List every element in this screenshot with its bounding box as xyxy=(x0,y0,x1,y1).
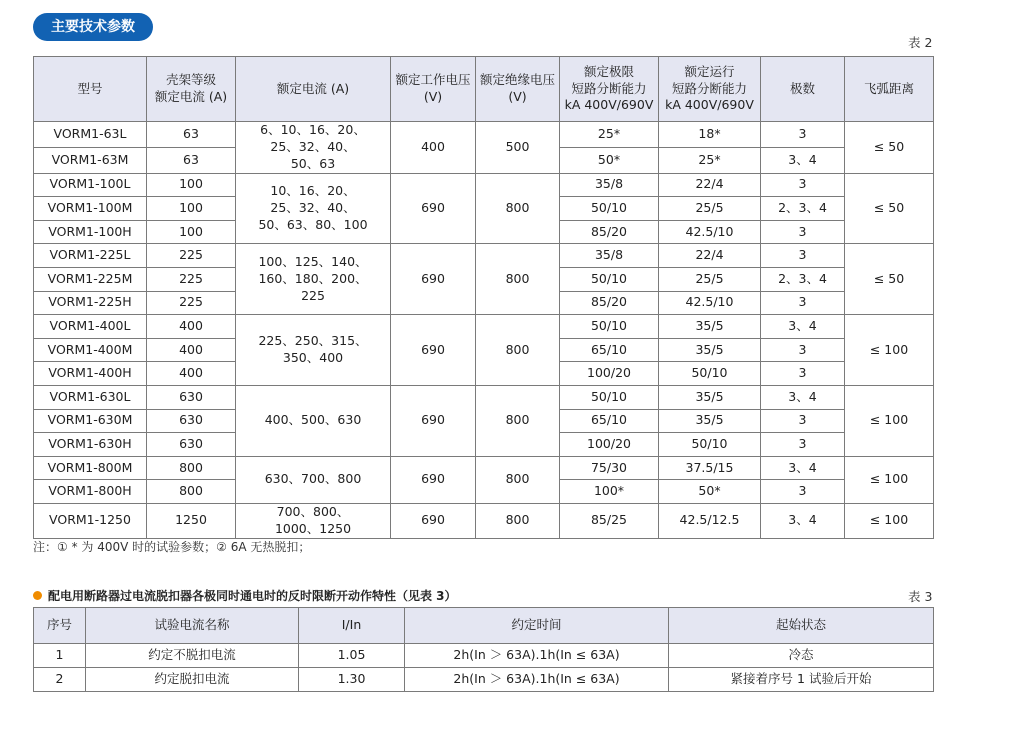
frame-current-cell: 400 xyxy=(147,315,236,339)
ultimate-breaking-capacity-cell: 50/10 xyxy=(560,268,659,292)
service-breaking-capacity-cell: 42.5/10 xyxy=(659,291,761,315)
rated-current-cell: 6、10、16、20、25、32、40、50、63 xyxy=(236,122,391,174)
model-cell: VORM1-100M xyxy=(34,197,147,221)
ultimate-breaking-capacity-cell: 65/10 xyxy=(560,338,659,362)
table-row xyxy=(34,668,934,692)
ultimate-breaking-capacity-cell: 100* xyxy=(560,480,659,504)
insulation-voltage-cell: 800 xyxy=(476,315,560,386)
poles-cell: 3 xyxy=(761,220,845,244)
frame-current-cell: 800 xyxy=(147,456,236,480)
table-row xyxy=(34,456,934,480)
section-title-badge: 主要技术参数 xyxy=(33,13,153,41)
frame-current-cell: 630 xyxy=(147,385,236,409)
ultimate-breaking-capacity-cell: 100/20 xyxy=(560,362,659,386)
poles-cell: 3、4 xyxy=(761,315,845,339)
model-cell: VORM1-400H xyxy=(34,362,147,386)
arc-distance-cell: ≤ 50 xyxy=(845,244,934,315)
ultimate-breaking-capacity-cell: 85/20 xyxy=(560,291,659,315)
table3-cell: 2h(In ＞ 63A).1h(In ≤ 63A) xyxy=(405,644,669,668)
header-text-line: 飞弧距离 xyxy=(863,80,914,96)
arc-distance-cell: ≤ 50 xyxy=(845,122,934,174)
ultimate-breaking-capacity-cell: 50/10 xyxy=(560,197,659,221)
table3-header-cell: 序号 xyxy=(34,608,86,644)
frame-current-cell: 63 xyxy=(147,122,236,148)
table3-header-row xyxy=(34,608,934,644)
poles-cell: 3 xyxy=(761,338,845,362)
table3-header-cell: 试验电流名称 xyxy=(86,608,299,644)
poles-cell: 3 xyxy=(761,433,845,457)
work-voltage-cell: 690 xyxy=(391,173,476,244)
model-cell: VORM1-400M xyxy=(34,338,147,362)
table3-cell: 紧接着序号 1 试验后开始 xyxy=(669,668,934,692)
service-breaking-capacity-cell: 35/5 xyxy=(659,338,761,362)
table2-label: 表 2 xyxy=(908,35,933,50)
model-cell: VORM1-225L xyxy=(34,244,147,268)
frame-current-cell: 630 xyxy=(147,409,236,433)
rated-current-cell: 700、800、1000、1250 xyxy=(236,503,391,538)
service-breaking-capacity-cell: 35/5 xyxy=(659,315,761,339)
service-breaking-capacity-cell: 35/5 xyxy=(659,409,761,433)
arc-distance-cell: ≤ 100 xyxy=(845,456,934,503)
table3-cell: 1.30 xyxy=(299,668,405,692)
header-text-line: 型号 xyxy=(77,80,103,96)
header-text-line: 额定运行 xyxy=(684,63,735,79)
table2-header-cell xyxy=(845,57,934,122)
rated-current-cell: 400、500、630 xyxy=(236,385,391,456)
rated-current-cell: 630、700、800 xyxy=(236,456,391,503)
model-cell: VORM1-1250 xyxy=(34,503,147,538)
poles-cell: 3 xyxy=(761,409,845,433)
header-text-line: 短路分断能力 xyxy=(571,80,647,96)
service-breaking-capacity-cell: 37.5/15 xyxy=(659,456,761,480)
poles-cell: 3 xyxy=(761,362,845,386)
table3-header-cell: 起始状态 xyxy=(669,608,934,644)
arc-distance-cell: ≤ 50 xyxy=(845,173,934,244)
header-text-line: 短路分断能力 xyxy=(671,80,747,96)
table-row xyxy=(34,173,934,197)
frame-current-cell: 800 xyxy=(147,480,236,504)
model-cell: VORM1-800H xyxy=(34,480,147,504)
arc-distance-cell: ≤ 100 xyxy=(845,315,934,386)
ultimate-breaking-capacity-cell: 100/20 xyxy=(560,433,659,457)
poles-cell: 2、3、4 xyxy=(761,197,845,221)
ultimate-breaking-capacity-cell: 35/8 xyxy=(560,244,659,268)
header-text-line: 额定绝缘电压 xyxy=(479,72,555,88)
table3-header-cell: 约定时间 xyxy=(405,608,669,644)
work-voltage-cell: 690 xyxy=(391,503,476,538)
poles-cell: 3 xyxy=(761,480,845,504)
section3-title: 配电用断路器过电流脱扣器各极同时通电时的反时限断开动作特性（见表 3） xyxy=(48,589,457,603)
section3-heading xyxy=(33,587,457,604)
poles-cell: 2、3、4 xyxy=(761,268,845,292)
model-cell: VORM1-630H xyxy=(34,433,147,457)
poles-cell: 3、4 xyxy=(761,147,845,173)
ultimate-breaking-capacity-cell: 50/10 xyxy=(560,315,659,339)
frame-current-cell: 100 xyxy=(147,220,236,244)
table2-header-cell xyxy=(391,57,476,122)
work-voltage-cell: 690 xyxy=(391,385,476,456)
poles-cell: 3、4 xyxy=(761,456,845,480)
ultimate-breaking-capacity-cell: 25* xyxy=(560,122,659,148)
service-breaking-capacity-cell: 50/10 xyxy=(659,433,761,457)
work-voltage-cell: 690 xyxy=(391,456,476,503)
poles-cell: 3、4 xyxy=(761,385,845,409)
service-breaking-capacity-cell: 18* xyxy=(659,122,761,148)
service-breaking-capacity-cell: 25* xyxy=(659,147,761,173)
model-cell: VORM1-63M xyxy=(34,147,147,173)
table2-header-cell xyxy=(236,57,391,122)
tripping-characteristics-table xyxy=(33,607,934,692)
table3-cell: 1.05 xyxy=(299,644,405,668)
table3-cell: 2h(In ＞ 63A).1h(In ≤ 63A) xyxy=(405,668,669,692)
table3-cell: 2 xyxy=(34,668,86,692)
service-breaking-capacity-cell: 25/5 xyxy=(659,268,761,292)
header-text-line: (V) xyxy=(508,89,527,104)
table3-cell: 1 xyxy=(34,644,86,668)
model-cell: VORM1-630L xyxy=(34,385,147,409)
ultimate-breaking-capacity-cell: 75/30 xyxy=(560,456,659,480)
poles-cell: 3、4 xyxy=(761,503,845,538)
ultimate-breaking-capacity-cell: 50* xyxy=(560,147,659,173)
rated-current-cell: 100、125、140、160、180、200、225 xyxy=(236,244,391,315)
table2-header-cell xyxy=(560,57,659,122)
insulation-voltage-cell: 800 xyxy=(476,456,560,503)
poles-cell: 3 xyxy=(761,173,845,197)
work-voltage-cell: 690 xyxy=(391,244,476,315)
arc-distance-cell: ≤ 100 xyxy=(845,503,934,538)
header-text-line: (V) xyxy=(423,89,443,104)
table2-header-cell xyxy=(147,57,236,122)
table3-label: 表 3 xyxy=(908,589,933,604)
table2-header-cell xyxy=(34,57,147,122)
rated-current-cell: 10、16、20、25、32、40、50、63、80、100 xyxy=(236,173,391,244)
insulation-voltage-cell: 800 xyxy=(476,173,560,244)
orange-bullet-icon xyxy=(33,591,42,600)
header-text-line: kA 400V/690V xyxy=(665,97,754,113)
table3-cell: 约定脱扣电流 xyxy=(86,668,299,692)
table2-header-row xyxy=(34,57,934,122)
technical-parameters-table xyxy=(33,56,934,539)
header-text-line: 额定工作电压 xyxy=(395,72,471,88)
table2-header-cell xyxy=(659,57,761,122)
table-row xyxy=(34,122,934,148)
model-cell: VORM1-225M xyxy=(34,268,147,292)
header-text-line: 壳架等级 xyxy=(165,72,216,88)
header-text-line: 额定电流 (A) xyxy=(154,89,228,104)
poles-cell: 3 xyxy=(761,244,845,268)
service-breaking-capacity-cell: 42.5/10 xyxy=(659,220,761,244)
service-breaking-capacity-cell: 25/5 xyxy=(659,197,761,221)
frame-current-cell: 63 xyxy=(147,147,236,173)
frame-current-cell: 400 xyxy=(147,338,236,362)
table3-cell: 约定不脱扣电流 xyxy=(86,644,299,668)
model-cell: VORM1-63L xyxy=(34,122,147,148)
insulation-voltage-cell: 800 xyxy=(476,385,560,456)
ultimate-breaking-capacity-cell: 35/8 xyxy=(560,173,659,197)
frame-current-cell: 225 xyxy=(147,291,236,315)
header-text-line: kA 400V/690V xyxy=(564,97,654,113)
service-breaking-capacity-cell: 35/5 xyxy=(659,385,761,409)
service-breaking-capacity-cell: 42.5/12.5 xyxy=(659,503,761,538)
table2-header-cell xyxy=(476,57,560,122)
model-cell: VORM1-400L xyxy=(34,315,147,339)
table2-footnote: 注：① * 为 400V 时的试验参数；② 6A 无热脱扣； xyxy=(33,540,311,554)
frame-current-cell: 1250 xyxy=(147,503,236,538)
header-text-line: 极数 xyxy=(789,80,815,96)
table-row xyxy=(34,503,934,538)
frame-current-cell: 100 xyxy=(147,197,236,221)
poles-cell: 3 xyxy=(761,122,845,148)
frame-current-cell: 100 xyxy=(147,173,236,197)
ultimate-breaking-capacity-cell: 65/10 xyxy=(560,409,659,433)
model-cell: VORM1-630M xyxy=(34,409,147,433)
arc-distance-cell: ≤ 100 xyxy=(845,385,934,456)
model-cell: VORM1-800M xyxy=(34,456,147,480)
insulation-voltage-cell: 800 xyxy=(476,244,560,315)
work-voltage-cell: 400 xyxy=(391,122,476,174)
insulation-voltage-cell: 800 xyxy=(476,503,560,538)
table-row xyxy=(34,244,934,268)
insulation-voltage-cell: 500 xyxy=(476,122,560,174)
model-cell: VORM1-100L xyxy=(34,173,147,197)
model-cell: VORM1-100H xyxy=(34,220,147,244)
ultimate-breaking-capacity-cell: 85/25 xyxy=(560,503,659,538)
service-breaking-capacity-cell: 22/4 xyxy=(659,173,761,197)
frame-current-cell: 630 xyxy=(147,433,236,457)
ultimate-breaking-capacity-cell: 50/10 xyxy=(560,385,659,409)
frame-current-cell: 225 xyxy=(147,244,236,268)
table-row xyxy=(34,644,934,668)
table-row xyxy=(34,315,934,339)
frame-current-cell: 400 xyxy=(147,362,236,386)
work-voltage-cell: 690 xyxy=(391,315,476,386)
table-row xyxy=(34,385,934,409)
table3-header-cell: I/In xyxy=(299,608,405,644)
header-text-line: 额定电流 (A) xyxy=(276,80,350,96)
service-breaking-capacity-cell: 50/10 xyxy=(659,362,761,386)
table3-cell: 冷态 xyxy=(669,644,934,668)
rated-current-cell: 225、250、315、350、400 xyxy=(236,315,391,386)
service-breaking-capacity-cell: 50* xyxy=(659,480,761,504)
ultimate-breaking-capacity-cell: 85/20 xyxy=(560,220,659,244)
frame-current-cell: 225 xyxy=(147,268,236,292)
model-cell: VORM1-225H xyxy=(34,291,147,315)
poles-cell: 3 xyxy=(761,291,845,315)
table2-header-cell xyxy=(761,57,845,122)
header-text-line: 额定极限 xyxy=(583,63,634,79)
service-breaking-capacity-cell: 22/4 xyxy=(659,244,761,268)
